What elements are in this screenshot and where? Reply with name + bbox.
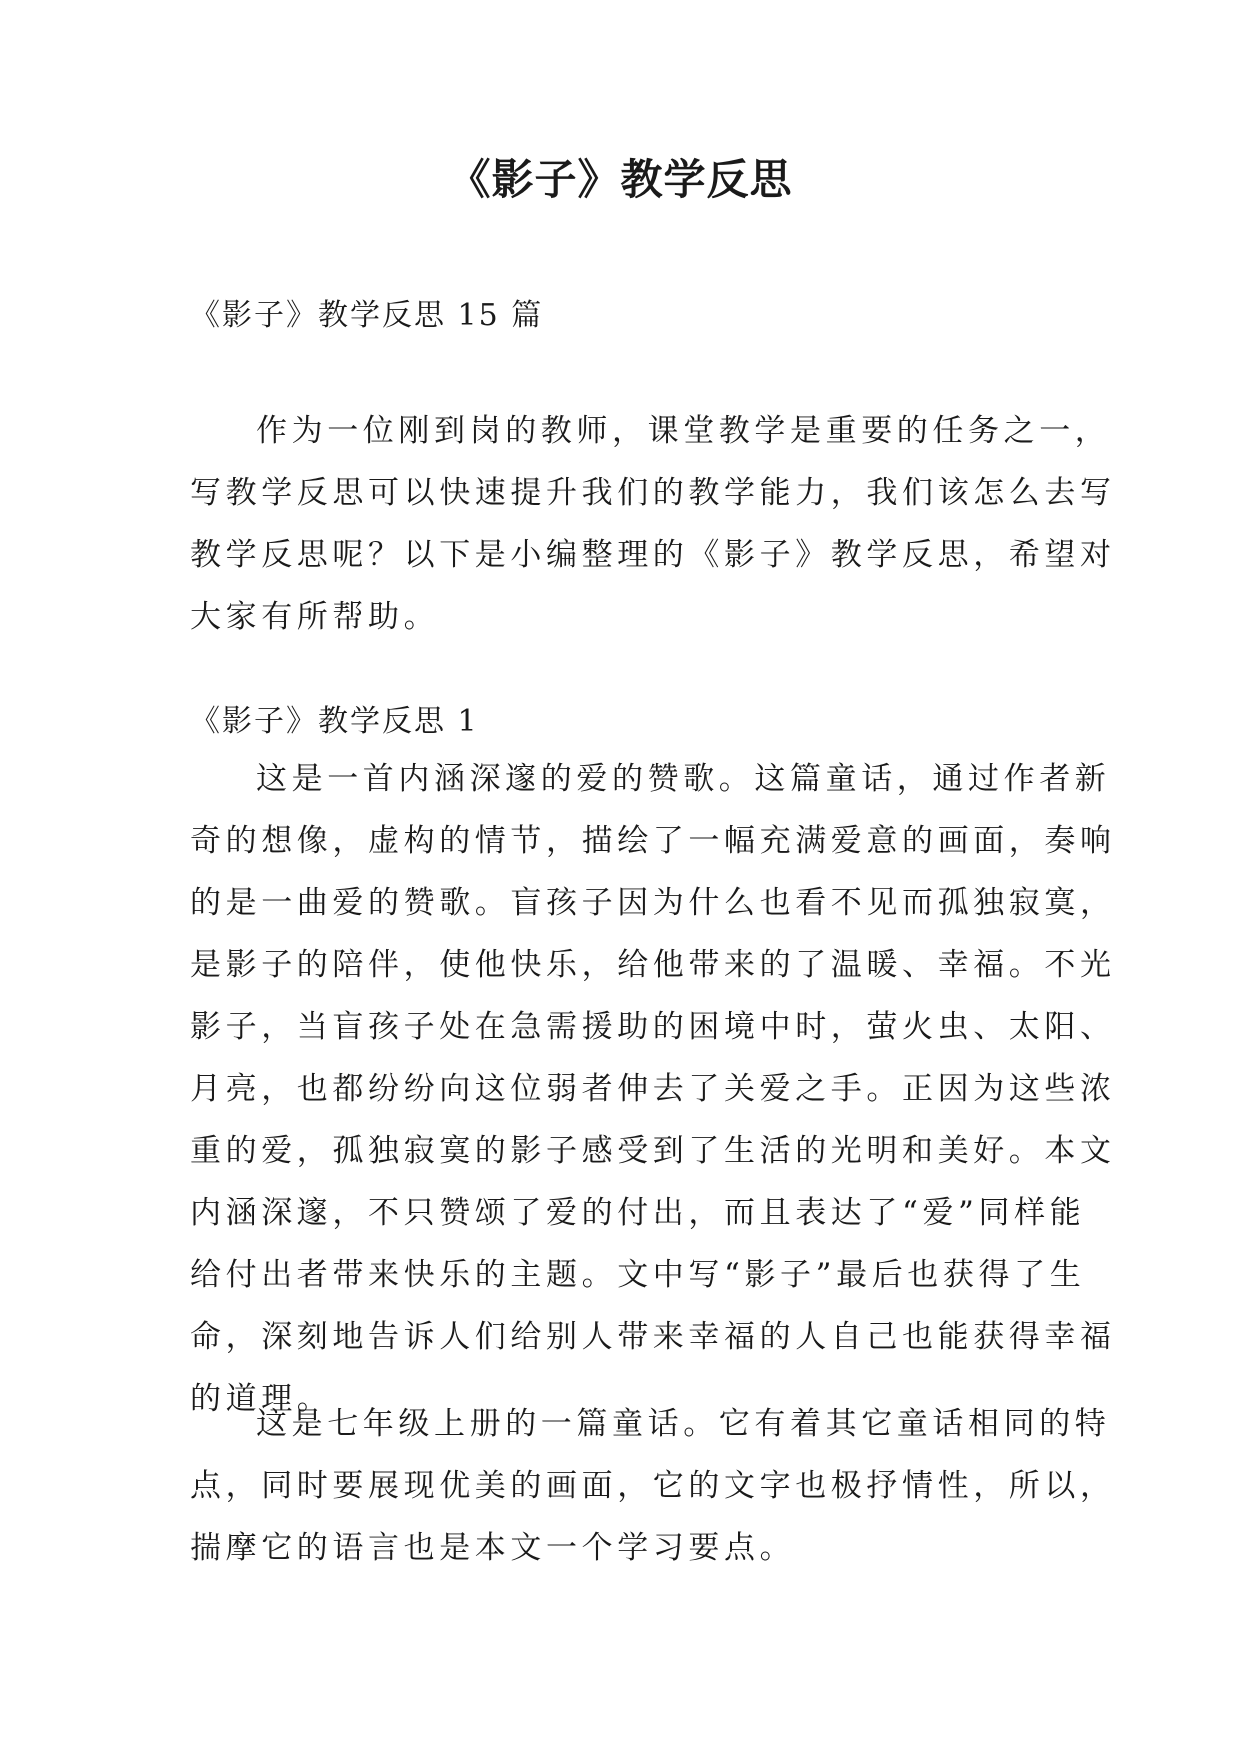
section-paragraph-2 xyxy=(190,1393,1116,1579)
paragraph-line: 揣摩它的语言也是本文一个学习要点。 xyxy=(190,1530,796,1566)
document-title: 《影子》教学反思 xyxy=(448,155,793,204)
paragraph-line: 奇的想像，虚构的情节，描绘了一幅充满爱意的画面，奏响 xyxy=(190,823,1116,859)
document-subtitle: 《影子》教学反思 15 篇 xyxy=(190,298,544,333)
intro-line: 教学反思呢？以下是小编整理的《影子》教学反思，希望对 xyxy=(190,537,1116,573)
paragraph-line: 月亮，也都纷纷向这位弱者伸去了关爱之手。正因为这些浓 xyxy=(190,1071,1116,1107)
paragraph-line: 的是一曲爱的赞歌。盲孩子因为什么也看不见而孤独寂寞， xyxy=(190,885,1116,921)
section-paragraph-1 xyxy=(190,748,1116,1430)
paragraph-line: 重的爱，孤独寂寞的影子感受到了生活的光明和美好。本文 xyxy=(190,1133,1116,1169)
paragraph-line: 命，深刻地告诉人们给别人带来幸福的人自己也能获得幸福 xyxy=(190,1319,1116,1355)
intro-line: 大家有所帮助。 xyxy=(190,599,440,635)
paragraph-line: 这是七年级上册的一篇童话。它有着其它童话相同的特 xyxy=(256,1406,1111,1442)
paragraph-line: 这是一首内涵深邃的爱的赞歌。这篇童话，通过作者新 xyxy=(256,761,1111,797)
section-heading: 《影子》教学反思 1 xyxy=(190,704,479,739)
intro-paragraph xyxy=(190,400,1116,648)
intro-line: 写教学反思可以快速提升我们的教学能力，我们该怎么去写 xyxy=(190,475,1116,511)
paragraph-line: 的道理。 xyxy=(190,1381,333,1417)
intro-line: 作为一位刚到岗的教师，课堂教学是重要的任务之一， xyxy=(256,413,1111,449)
paragraph-line: 是影子的陪伴，使他快乐，给他带来的了温暖、幸福。不光 xyxy=(190,947,1116,983)
paragraph-line: 影子，当盲孩子处在急需援助的困境中时，萤火虫、太阳、 xyxy=(190,1009,1116,1045)
paragraph-line: 内涵深邃，不只赞颂了爱的付出，而且表达了“爱”同样能 xyxy=(190,1195,1086,1231)
paragraph-line: 点，同时要展现优美的画面，它的文字也极抒情性，所以， xyxy=(190,1468,1116,1504)
paragraph-line: 给付出者带来快乐的主题。文中写“影子”最后也获得了生 xyxy=(190,1257,1086,1293)
